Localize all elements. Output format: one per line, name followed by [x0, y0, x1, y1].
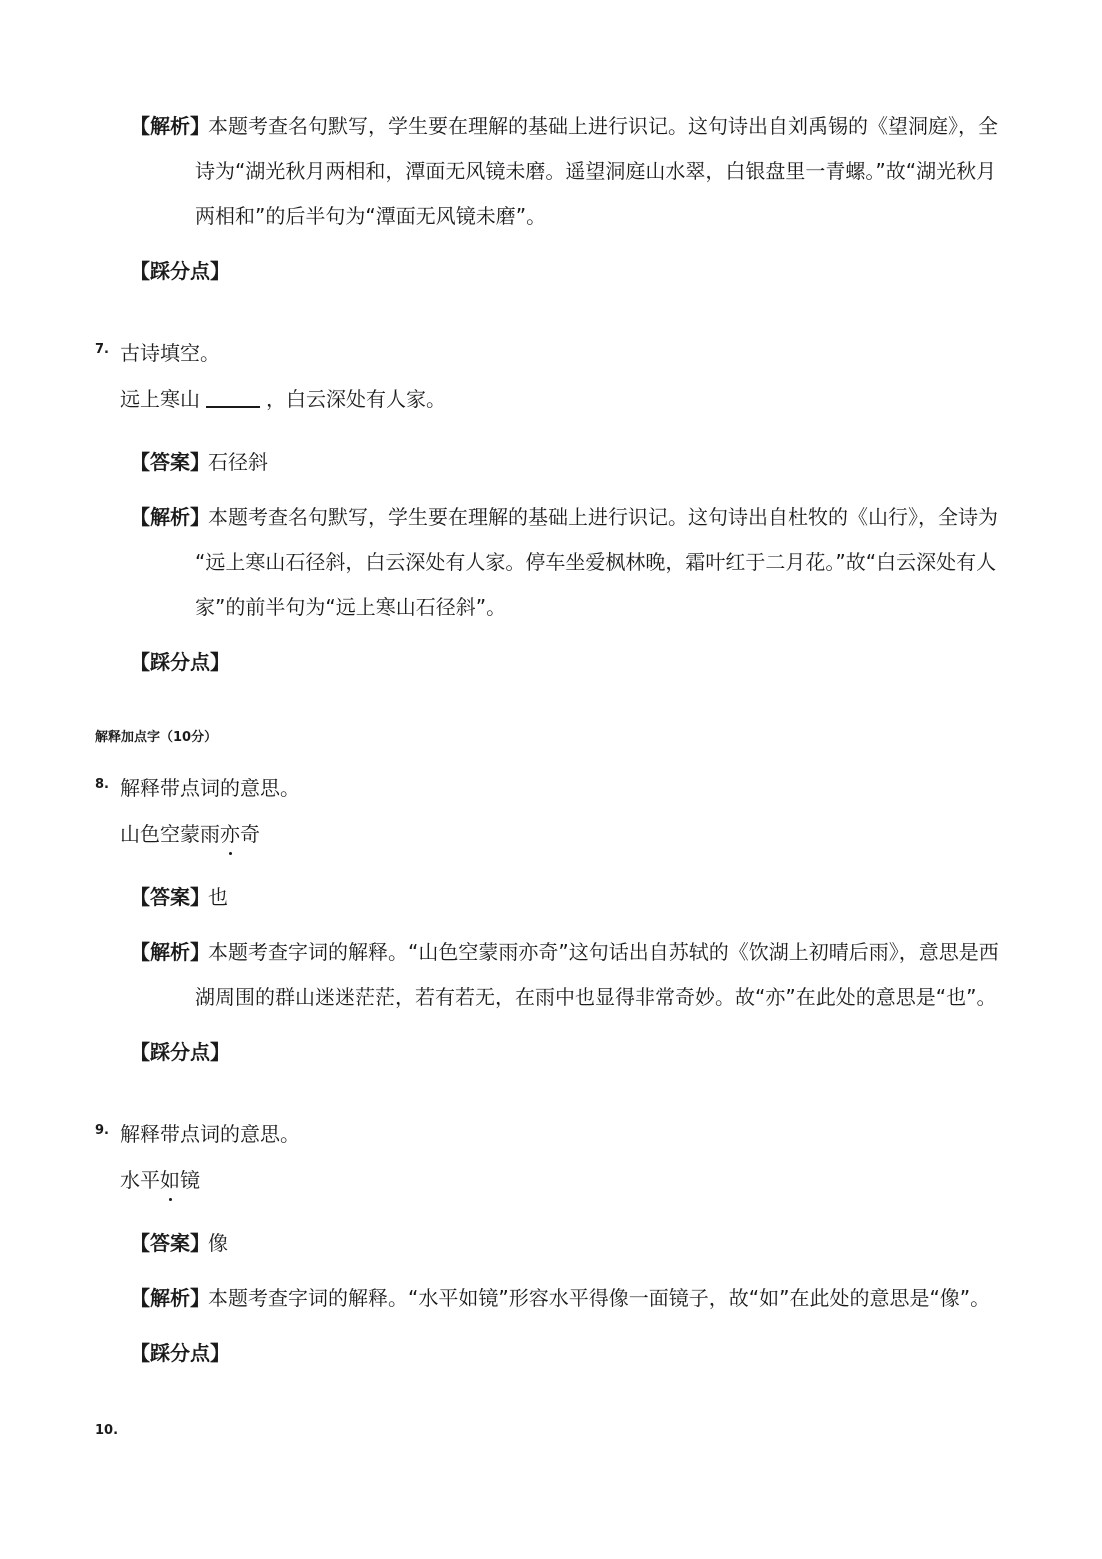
analysis-label: 【解析】: [130, 505, 210, 529]
q7-line-before-blank: 远上寒山: [120, 387, 200, 411]
q9-prompt: 解释带点词的意思。: [120, 1122, 300, 1146]
q8-answer-text: 也: [208, 885, 228, 909]
score-label: 【踩分点】: [130, 1040, 230, 1064]
score-label: 【踩分点】: [130, 1341, 230, 1365]
q6-analysis-line-2: 诗为“湖光秋月两相和，潭面无风镜未磨。遥望洞庭山水翠，白银盘里一青螺。”故“湖光秋月: [195, 159, 997, 183]
section-title: 解释加点字（10分）: [95, 730, 218, 745]
q7-poem-line: [120, 377, 446, 422]
q8-dotted-word: 亦: [220, 812, 240, 857]
q8-analysis-line-1: [130, 930, 999, 975]
q9-dotted-word: 如: [160, 1158, 180, 1203]
q7-prompt: 古诗填空。: [120, 341, 220, 365]
analysis-label: 【解析】: [130, 940, 210, 964]
q7-analysis-line-2: “远上寒山石径斜，白云深处有人家。停车坐爱枫林晚，霜叶红于二月花。”故“白云深处有人: [195, 550, 997, 574]
q9-answer-text: 像: [208, 1231, 228, 1255]
analysis-label: 【解析】: [130, 1286, 210, 1310]
q8-analysis-text-1: 本题考查字词的解释。“山色空蒙雨亦奇”这句话出自苏轼的《饮湖上初晴后雨》，意思是西: [208, 940, 999, 964]
q7-analysis-line-1: [130, 495, 998, 540]
q6-analysis-text-1: 本题考查名句默写，学生要在理解的基础上进行识记。这句诗出自刘禹锡的《望洞庭》，全: [208, 114, 998, 138]
q7-analysis-text-1: 本题考查名句默写，学生要在理解的基础上进行识记。这句诗出自杜牧的《山行》，全诗为: [208, 505, 998, 529]
q8-analysis: [130, 930, 999, 1020]
score-label: 【踩分点】: [130, 650, 230, 674]
q8-prompt: 解释带点词的意思。: [120, 776, 300, 800]
q7-line-after-blank: ，白云深处有人家。: [266, 387, 446, 411]
q6-analysis-line-1: [130, 104, 998, 149]
q9-analysis-line-1: [130, 1276, 990, 1321]
q7-number: 7.: [95, 342, 109, 357]
q9-phrase-before: 水平: [120, 1168, 160, 1192]
answer-label: 【答案】: [130, 450, 210, 474]
q9-answer: [130, 1221, 228, 1266]
q6-analysis: [130, 104, 998, 239]
q7-score-label: [130, 640, 230, 685]
q7-answer-text: 石径斜: [208, 450, 268, 474]
answer-label: 【答案】: [130, 885, 210, 909]
score-label: 【踩分点】: [130, 259, 230, 283]
q9-analysis: [130, 1276, 990, 1321]
q9-analysis-text-1: 本题考查字词的解释。“水平如镜”形容水平得像一面镜子，故“如”在此处的意思是“像”。: [208, 1286, 991, 1310]
q10-number: 10.: [95, 1423, 119, 1438]
q7-analysis-line-3: 家”的前半句为“远上寒山石径斜”。: [195, 595, 507, 619]
analysis-label: 【解析】: [130, 114, 210, 138]
q8-number: 8.: [95, 777, 109, 792]
q9-score-label: [130, 1331, 230, 1376]
q9-number: 9.: [95, 1123, 109, 1138]
q8-score-label: [130, 1030, 230, 1075]
q9-phrase: [120, 1158, 200, 1203]
q8-answer: [130, 875, 228, 920]
q7-fill-blank: [206, 382, 260, 408]
q6-analysis-line-3: 两相和”的后半句为“潭面无风镜未磨”。: [195, 204, 547, 228]
answer-label: 【答案】: [130, 1231, 210, 1255]
q8-phrase-before: 山色空蒙雨: [120, 822, 220, 846]
q8-phrase-after: 奇: [240, 822, 260, 846]
q6-score-label: [130, 249, 230, 294]
q7-answer: [130, 440, 268, 485]
q7-analysis: [130, 495, 998, 630]
q8-analysis-line-2: 湖周围的群山迷迷茫茫，若有若无，在雨中也显得非常奇妙。故“亦”在此处的意思是“也”。: [195, 985, 997, 1009]
q8-phrase: [120, 812, 260, 857]
q9-phrase-after: 镜: [180, 1168, 200, 1192]
